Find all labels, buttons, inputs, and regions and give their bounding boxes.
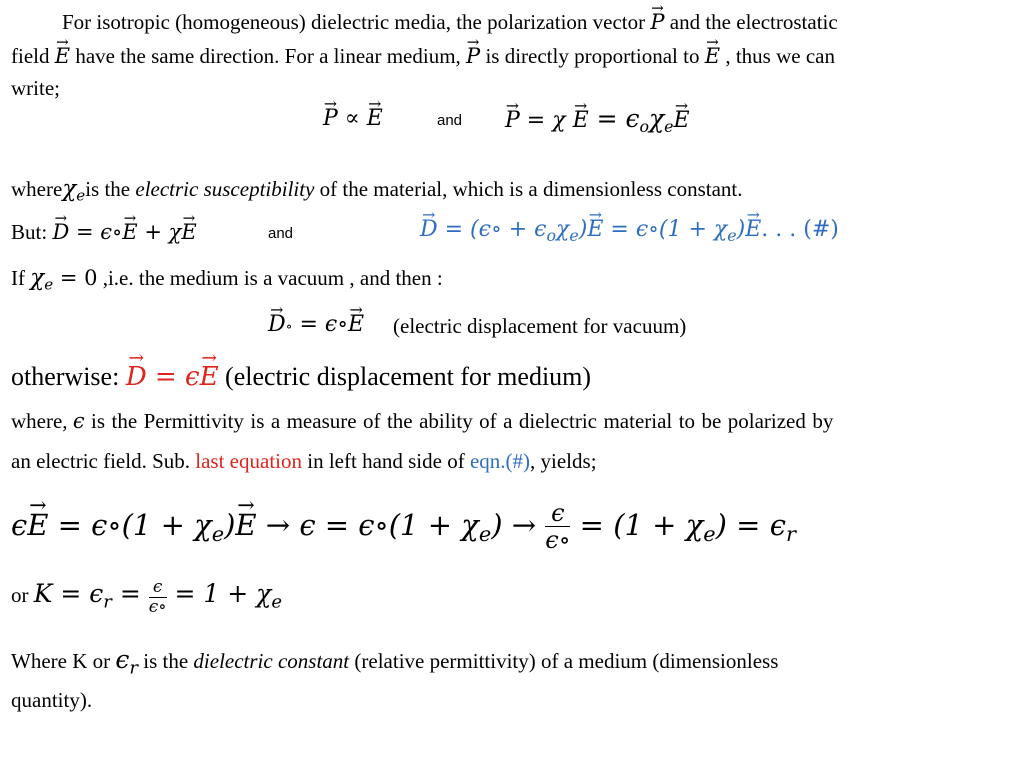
eq-chi: χ (649, 104, 665, 133)
eq-chi: χ (556, 217, 570, 242)
eq-sub-r: r (103, 591, 112, 613)
chi-sub-e: e (76, 186, 86, 205)
K-symbol: K (33, 579, 53, 608)
relative-permittivity-derivation (11, 500, 796, 554)
where-text: where (11, 177, 63, 201)
eq-sub-e: e (569, 225, 579, 245)
otherwise-text: otherwise: (11, 362, 126, 391)
intro-line-2 (11, 44, 835, 69)
eps-ratio-fraction (149, 578, 167, 616)
polarization-vector-symbol: → P (466, 44, 480, 69)
D-symbol: → D (268, 312, 286, 338)
vacuum-displacement-equation (268, 312, 364, 338)
intro-text: field (11, 44, 55, 68)
eq-sub-o: o (639, 116, 649, 136)
eq-sub-e: e (271, 591, 282, 613)
eq-E: → E (573, 108, 589, 134)
eq-part: ) (578, 217, 588, 242)
chi-sub-e: e (44, 275, 54, 294)
eq-part: = (1 + χ (570, 507, 704, 542)
but-equation (11, 220, 197, 245)
dielectric-constant-term: dielectric constant (193, 649, 350, 673)
eq-part: = ϵ∘(1 + χ (48, 507, 212, 542)
intro-text: and the electrostatic (664, 10, 838, 34)
eq-part: = ϵ∘ (292, 312, 349, 337)
intro-text: , thus we can (720, 44, 835, 68)
E-symbol: → E (348, 312, 364, 338)
susceptibility-equation (505, 104, 690, 134)
proportionality-equation (323, 106, 383, 132)
E-symbol: → E (587, 217, 603, 243)
eq-sub-e: e (478, 522, 492, 547)
where-text: is the (85, 177, 136, 201)
eq-part: ϵ = ϵ∘(1 + χ (299, 507, 479, 542)
eq-sub-r: r (785, 522, 796, 547)
eps-ratio-fraction (545, 500, 570, 554)
intro-text: For isotropic (homogeneous) dielectric media, the polarization vector (62, 10, 651, 34)
eq-P: → P (505, 108, 520, 134)
electric-field-symbol: → E (705, 44, 720, 69)
E-symbol: → E (122, 220, 137, 245)
eq-P: → P (323, 106, 338, 132)
intro-line-3 (11, 76, 60, 101)
permittivity-text: in left hand side of (302, 449, 470, 473)
but-text: But: (11, 220, 53, 244)
fraction-denominator: ϵ∘ (545, 526, 571, 555)
last-equation-ref: last equation (195, 449, 302, 473)
arrow: → (256, 507, 300, 542)
dielectric-constant-equation (11, 578, 282, 616)
eq-sub-e: e (727, 225, 737, 245)
electric-field-symbol: → E (55, 44, 70, 69)
and-label: and (268, 225, 294, 242)
final-text: Where K or (11, 649, 116, 673)
D-symbol: → D (126, 362, 147, 393)
E-symbol: → E (745, 217, 761, 243)
eq-E: → E (367, 106, 383, 132)
permittivity-text: an electric field. Sub. (11, 449, 196, 473)
eq-part: = χ (519, 108, 573, 133)
intro-line-1 (62, 10, 838, 35)
intro-text: is directly proportional to (480, 44, 705, 68)
where-text: of the material, which is a dimensionless constant. (314, 177, 743, 201)
vacuum-condition (11, 265, 443, 293)
medium-label: (electric displacement for medium) (218, 362, 592, 391)
eq-sub-e: e (211, 522, 225, 547)
or-text: or (11, 583, 34, 607)
epsilon-symbol: ϵ (72, 409, 85, 433)
eq-part: = ϵ (146, 362, 200, 392)
polarization-vector-symbol: → P (650, 10, 664, 35)
eps-symbol: ϵ (11, 507, 28, 542)
eq-propto: ∝ (337, 106, 367, 131)
permittivity-text: is the Permittivity is a measure of the ability of a dielectric material to be polarized by (84, 409, 834, 433)
E-symbol: → E (235, 508, 256, 543)
eq-part: = ϵ (52, 579, 104, 608)
eq-sub-e: e (664, 116, 674, 136)
eq-part: = (111, 579, 149, 608)
and-label: and (437, 112, 463, 129)
final-text: is the (138, 649, 194, 673)
medium-displacement-line (11, 361, 591, 393)
final-text: (relative permittivity) of a medium (dimensionless (349, 649, 779, 673)
E-symbol: → E (200, 362, 219, 393)
eq-part: ) → (491, 507, 546, 542)
vacuum-label: (electric displacement for vacuum) (393, 314, 687, 338)
eq-part: = ϵ∘(1 + χ (603, 217, 728, 242)
chi-symbol: χ (62, 176, 77, 202)
electric-susceptibility-term: electric susceptibility (135, 177, 315, 201)
dielectric-constant-definition-1 (11, 645, 779, 679)
if-text: If (11, 266, 31, 290)
displacement-equation-hash (420, 217, 839, 243)
eq-hash-label: . . . (#) (761, 217, 839, 242)
fraction-numerator: ϵ (149, 578, 167, 598)
fraction-denominator: ϵ∘ (148, 596, 167, 617)
intro-text: have the same direction. For a linear medium, (70, 44, 467, 68)
circ-sub: ∘ (285, 319, 293, 335)
E-symbol: → E (27, 508, 48, 543)
fraction-numerator: ϵ (545, 500, 570, 527)
D-symbol: → D (52, 220, 69, 245)
permittivity-definition-1 (11, 409, 833, 434)
epsilon-symbol: ϵ (115, 645, 130, 674)
eq-part: ) (736, 217, 746, 242)
eq-part: = ϵ∘ (69, 220, 123, 244)
eps-sub-r: r (129, 657, 138, 679)
permittivity-text: , yields; (530, 449, 597, 473)
eq-part: + χ (137, 220, 182, 244)
eq-E: → E (674, 108, 690, 134)
intro-text: write; (11, 76, 60, 100)
dielectric-constant-definition-2 (11, 688, 92, 713)
eq-zero: = 0 (53, 266, 98, 290)
permittivity-text: where, (11, 409, 73, 433)
eqn-hash-ref: eqn.(#) (469, 449, 531, 473)
eq-sub-o: o (546, 225, 557, 245)
eq-sub-e: e (703, 522, 716, 547)
eq-part: ) (224, 507, 236, 542)
chi-symbol: χ (30, 265, 45, 291)
E-symbol: → E (181, 220, 196, 245)
final-text: quantity). (11, 688, 93, 712)
eq-part: = (ϵ∘ + ϵ (437, 217, 547, 242)
susceptibility-definition (11, 176, 742, 204)
if-text: ,i.e. the medium is a vacuum , and then : (97, 266, 443, 290)
eq-part: = ϵ (588, 104, 640, 133)
eq-part: ) = ϵ (715, 507, 786, 542)
permittivity-definition-2 (11, 449, 597, 474)
D-symbol: → D (420, 217, 438, 243)
eq-part: = 1 + χ (166, 579, 272, 608)
